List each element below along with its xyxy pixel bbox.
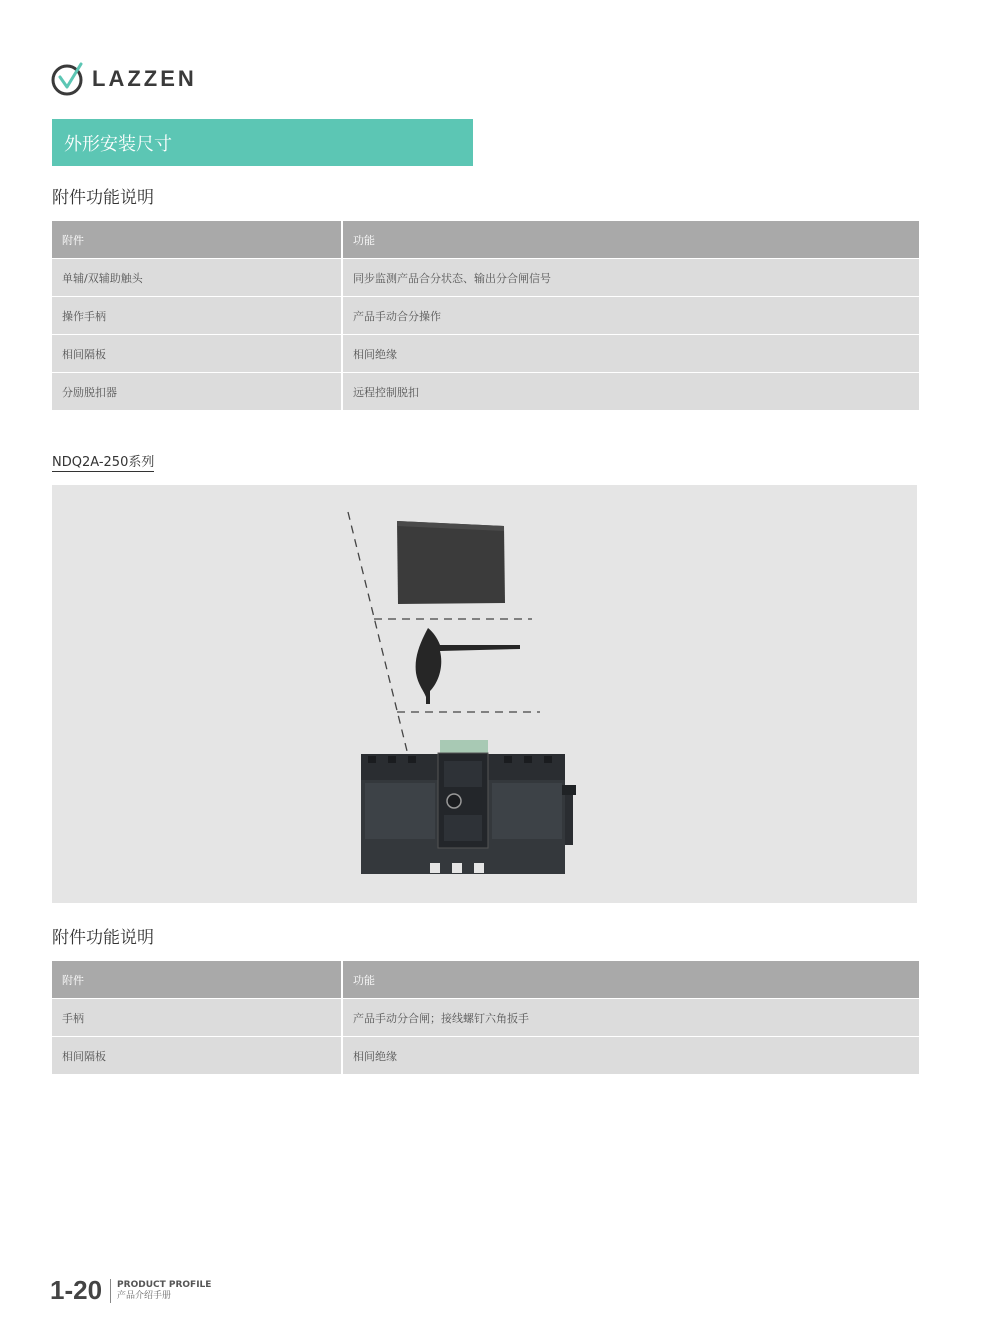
function-cell: 远程控制脱扣 <box>343 373 919 411</box>
table-row <box>52 1037 919 1075</box>
function-cell: 相间绝缘 <box>343 1037 919 1075</box>
transfer-switch-body <box>361 740 576 874</box>
table-row <box>52 259 919 297</box>
series-label: NDQ2A-250系列 <box>52 451 154 472</box>
accessory-cell: 分励脱扣器 <box>52 373 343 411</box>
accessory-cell: 单辅/双辅助触头 <box>52 259 343 297</box>
footer-profile <box>117 1280 211 1302</box>
phase-barrier-plate <box>397 521 505 604</box>
accessories-heading: 附件功能说明 <box>52 188 154 208</box>
profile-en: PRODUCT PROFILE <box>117 1279 212 1290</box>
table-row <box>52 297 919 335</box>
accessory-cell: 相间隔板 <box>52 1037 343 1075</box>
brand-logo <box>50 60 197 98</box>
product-exploded-view <box>52 485 917 903</box>
page-number: 1-20 <box>50 1275 103 1305</box>
function-cell: 相间绝缘 <box>343 335 919 373</box>
section-title: 外形安装尺寸 <box>52 119 473 166</box>
accessories-table <box>52 961 919 1075</box>
accessory-cell: 操作手柄 <box>52 297 343 335</box>
exploded-diagram <box>52 485 917 903</box>
column-header-function: 功能 <box>343 221 919 259</box>
table-header-row <box>52 961 919 999</box>
accessories-table <box>52 221 919 411</box>
check-circle-icon <box>50 61 86 97</box>
function-cell: 同步监测产品合分状态、输出分合闸信号 <box>343 259 919 297</box>
function-cell: 产品手动分合闸；接线螺钉六角扳手 <box>343 999 919 1037</box>
accessories-heading: 附件功能说明 <box>52 928 154 948</box>
table-row <box>52 999 919 1037</box>
table-header-row <box>52 221 919 259</box>
column-header-accessory: 附件 <box>52 961 343 999</box>
profile-cn: 产品介绍手册 <box>117 1290 172 1301</box>
accessory-cell: 手柄 <box>52 999 343 1037</box>
accessory-cell: 相间隔板 <box>52 335 343 373</box>
column-header-accessory: 附件 <box>52 221 343 259</box>
footer-divider <box>110 1279 111 1303</box>
table-row <box>52 335 919 373</box>
table-row <box>52 373 919 411</box>
function-cell: 产品手动合分操作 <box>343 297 919 335</box>
column-header-function: 功能 <box>343 961 919 999</box>
handle-wrench <box>416 628 520 704</box>
page-footer <box>50 1275 211 1306</box>
brand-name: LAZZEN <box>92 66 197 91</box>
